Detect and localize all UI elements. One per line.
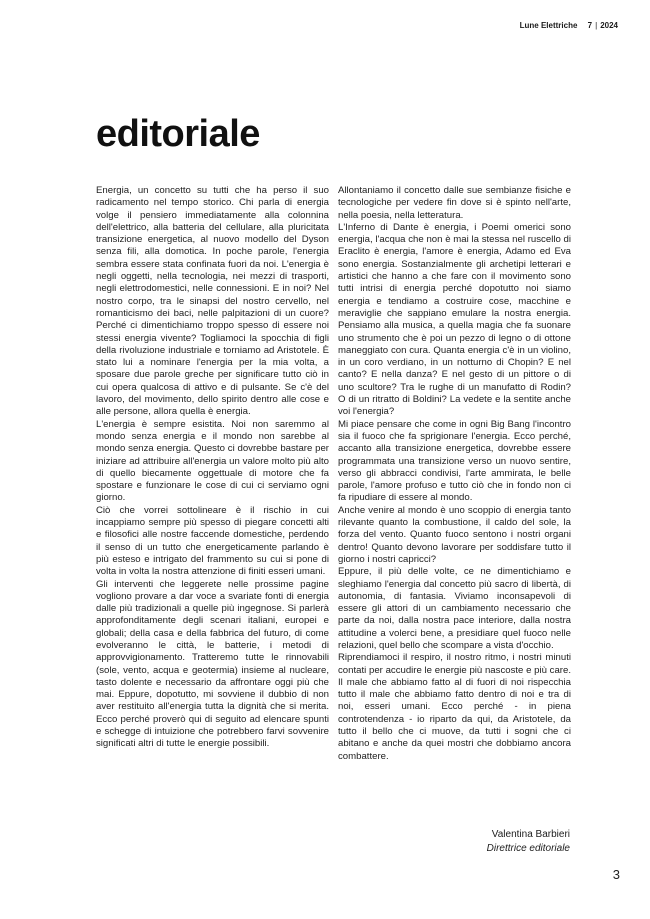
running-header: [520, 21, 618, 30]
article-body: [96, 185, 571, 763]
paragraph: L'Inferno di Dante è energia, i Poemi omerici sono energia, l'acqua che non è mai la stessa nel ruscello di Eraclito è energia, l'amore è energia, Adamo ed Eva sono energia. Sostanzialmente gli archetipi letterari e artistici che hanno a che fare con il movimento sono tutti intrisi di energia perché dopotutto noi siamo energia e tendiamo a costruire cose, macchine e meraviglie che sappiano emulare la nostra energia. Pensiamo alla musica, a quella magia che fa suonare uno strumento che è poi un pezzo di legno o di ottone maneggiato con cura. Quanta energia c'è in un violino, in un coro verdiano, in un notturno di Chopin? E nel canto? E nella danza? E nel gesto di un pittore o di uno scultore? Tra le rughe di un manufatto di Rodin? O di un ritratto di Boldini? La vedete e la sentite anche voi l'energia?: [338, 221, 571, 418]
issue-number: 7: [587, 21, 593, 30]
author-name: Valentina Barbieri: [491, 829, 570, 840]
column-left: [96, 185, 329, 763]
paragraph: Eppure, il più delle volte, ce ne dimentichiamo e sleghiamo l'energia dal concetto più sacro di libertà, di autonomia, di fantasia. Viviamo inconsapevoli di essere gli attori di un cambiamento necessario che parte da noi, dalla nostra pace interiore, dalla nostra attitudine a volerci bene, a presidiare quel fuoco nelle relazioni, quel bello che scompare a vista d'occhio.: [338, 566, 571, 651]
paragraph: Energia, un concetto su tutti che ha perso il suo radicamento nel tempo storico. Chi parla di energia volge il pensiero immediatamente alla colonnina dell'elettrico, alla batteria del cellulare, alla pluricitata transizione energetica, al nuovo modello del Dyson senza fili, alla domotica. In poche parole, l'energia sembra essere stata confinata fuori da noi. L'energia è negli oggetti, nella tecnologia, nei mezzi di trasporti, negli elettrodomestici, nelle connessioni. E in noi? Nel nostro corpo, tra le sinapsi del nostro cervello, nel romanticismo dei baci, nelle palpitazioni di un cuore? Perché ci dimentichiamo troppo spesso di essere noi stessi energia vivente? Togliamoci la spocchia di figli della rivoluzione industriale e torniamo ad Aristotele. È stato lui a nominare l'energia per la mia volta, a sposare due parole greche per significare tutto ciò in cui opera qualcosa di attivo e di pulsante. Se c'è del lavoro, del movimento, dello spirito dentro alle cose e alle persone, allora quella è energia.: [96, 185, 329, 418]
paragraph: Mi piace pensare che come in ogni Big Bang l'incontro sia il fuoco che fa sprigionare l'energia. Ecco perché, accanto alla transizione energetica, dovrebbe essere programmata una transizione verso un nuovo sentire, verso gli abbracci condivisi, l'arte ammirata, le belle parole, l'amore profuso e tutto ciò che in fondo non ci fa ripudiare di essere al mondo.: [338, 418, 571, 504]
paragraph: Gli interventi che leggerete nelle prossime pagine vogliono provare a dar voce a svariate fonti di energia dalle più tradizionali a quelle più ingegnose. Si parlerà approfonditamente degli scenari italiani, europei e globali; della casa e della fabbrica del futuro, di come evolveranno le città, le batterie, i metodi di approvvigionamento. Tratteremo tutte le rinnovabili (sole, vento, acqua e geotermia) insieme al nucleare, tasto dolente e necessario da affrontare oggi più che mai. Eppure, dopotutto, mi sovviene il dubbio di non aver restituito all'energia tutta la dignità che si merita. Ecco perché proverò qui di seguito ad elencare spunti e schegge di intuizione che potrebbero farvi sovvenire significati altri di tutte le energie possibili.: [96, 578, 329, 750]
paragraph: Ciò che vorrei sottolineare è il rischio in cui incappiamo sempre più spesso di piegare concetti alti e filosofici alle nostre faccende domestiche, perdendo il senso di un tutto che energeticamente parlando è più esteso e intrigato del frammento su cui si pone di volta in volta la nostra attenzione di finiti esseri umani.: [96, 504, 329, 578]
page-number: 3: [612, 867, 620, 882]
page-title: editoriale: [96, 113, 260, 155]
paragraph: Riprendiamoci il respiro, il nostro ritmo, i nostri minuti contati per accudire le energie più nascoste e più care. Il male che abbiamo fatto al di fuori di noi rispecchia tutto il male che abbiamo fatto dentro di noi e tra di noi, esseri umani. Ecco perché - in piena controtendenza - io riparto da qui, da Aristotele, da tutto il bello che ci muove, da tutti i sogni che ci abitano e anche da quei mostri che dobbiamo ancora combattere.: [338, 652, 571, 762]
paragraph: Anche venire al mondo è uno scoppio di energia tanto rilevante quanto la combustione, il caldo del sole, la forza del vento. Quanto fuoco sentono i nostri organi dentro! Quanto devono lavorare per soddisfare tutto il giorno i nostri capricci?: [338, 504, 571, 565]
column-right: [338, 185, 571, 763]
issue-separator: |: [595, 21, 598, 30]
paragraph: L'energia è sempre esistita. Noi non saremmo al mondo senza energia e il mondo non sarebbe al mondo senza energia. Questo ci dovrebbe bastare per iniziare ad attribuire all'energia un valore molto più alto di quello biecamente oggettuale di motore che fa spostare e funzionare le cose di cui ci serviamo ogni giorno.: [96, 418, 329, 504]
signature: [487, 828, 570, 856]
author-role: Direttrice editoriale: [486, 843, 570, 854]
issue-year: 2024: [600, 21, 618, 30]
paragraph: Allontaniamo il concetto dalle sue sembianze fisiche e tecnologiche per vedere fin dove si è spinto nell'arte, nella poesia, nella letteratura.: [338, 185, 571, 221]
magazine-name: Lune Elettriche: [519, 21, 578, 30]
